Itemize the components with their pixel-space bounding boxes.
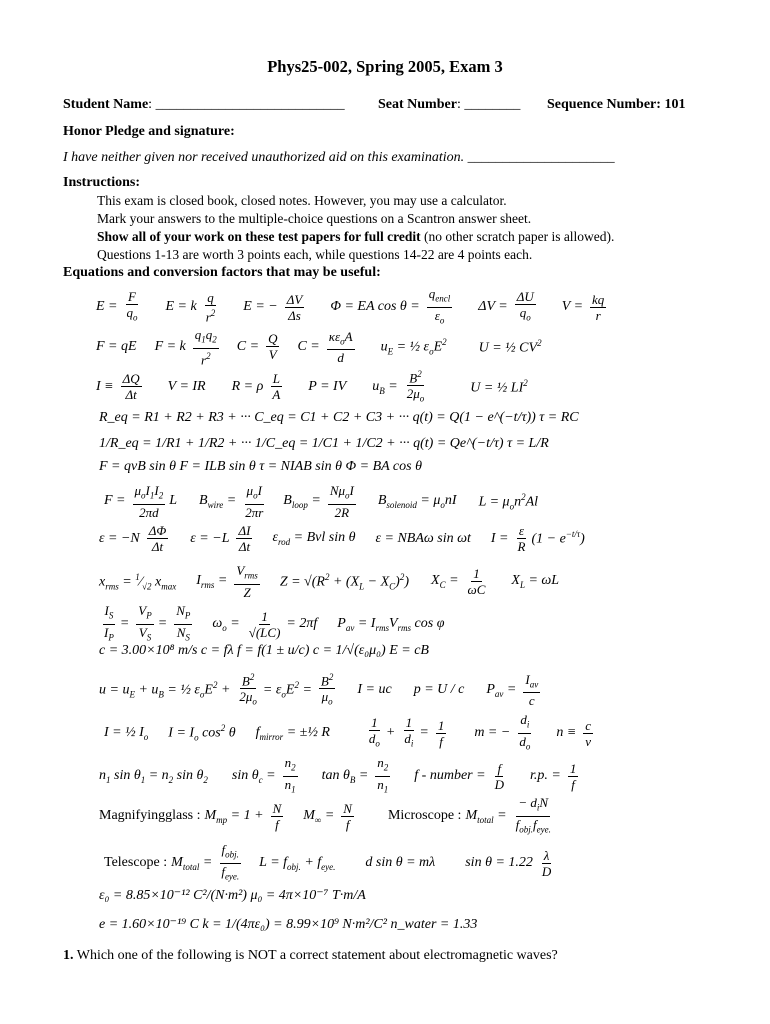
equation-row-4: R_eq = R1 + R2 + R3 + ··· C_eq = C1 + C2 + C3 + ··· q(t) = Q(1 − e^(−t/τ)) τ = RC <box>99 410 579 425</box>
equation-row-5: 1/R_eq = 1/R1 + 1/R2 + ··· 1/C_eq = 1/C1 + 1/C2 + ··· q(t) = Qe^(−t/τ) τ = L/R <box>99 436 549 451</box>
honor-pledge-row <box>63 150 615 166</box>
question-1 <box>63 948 558 964</box>
equation-row-10: $\frac{I_S}{I_P}$ = $\frac{V_P}{V_S}$ = $\frac{N_P}{N_S}$ $\omega_o$ = $\frac{1}{√(LC)}$ = 2πf $P_{av} = I_{rms}V_{rms}$ cos φ <box>104 603 445 643</box>
instruction-line-4: Questions 1-13 are worth 3 points each, while questions 14-22 are 4 points each. <box>97 247 533 262</box>
student-name-blank[interactable]: ___________________________ <box>155 97 345 112</box>
equation-row-8: ε = −N $\frac{\Delta\Phi}{\Delta t}$ ε = −L $\frac{\Delta I}{\Delta t}$ $\varepsilon_{rod}$ = Bvl sin θ ε = NBAω sin ωt I = $\frac{\varepsilon}{R}$ $(1 - e^{-t/\tau})$ <box>99 523 585 554</box>
honor-statement: I have neither given nor received unauthorized aid on this examination. <box>63 150 465 165</box>
equation-row-11: c = 3.00×10⁸ m/s c = fλ f = f(1 ± u/c) c = 1/√(ε₀μ₀) E = cB <box>99 643 429 658</box>
equation-row-14: $n_1$ $\sin \theta_1 = n_2$ $\sin \theta_2$ $\sin \theta_c$ = $\frac{n_2}{n_1}$ $\tan \theta_B$ = $\frac{n_2}{n_1}$ f - number = $\frac{f}{D}$ r.p. = $\frac{1}{f}$ <box>99 755 577 795</box>
sequence-number-label: Sequence Number <box>547 97 657 112</box>
equation-row-16: Telescope : $M_{total}$ = $\frac{f_{obj.}}{f_{eye.}}$ $L = f_{obj.} + f_{eye.}$ d sin θ = mλ sin θ = 1.22 $\frac{\lambda}{D}$ <box>104 842 552 882</box>
question-1-text: Which one of the following is NOT a correct statement about electromagnetic waves? <box>76 948 558 963</box>
instructions-heading: Instructions: <box>63 175 141 190</box>
seat-number-row: Seat Number: ________ <box>378 97 521 112</box>
equation-row-7: F = $\frac{\mu_oI_1I_2}{2\pi d}$ L $B_{wire}$ = $\frac{\mu_oI}{2\pi r}$ $B_{loop}$ = $\frac{N\mu_oI}{2R}$ $B_{solenoid} = \mu_onI$ $L = \mu_on^2Al$ <box>104 483 539 520</box>
question-1-number: 1. <box>63 948 74 963</box>
instruction-line-2: Mark your answers to the multiple-choice questions on a Scantron answer sheet. <box>97 211 532 226</box>
equation-row-15: Magnifyingglass : $M_{mp} = 1$ + $\frac{N}{f}$ $M_\infty$ = $\frac{N}{f}$ Microscope : $M_{total}$ = $\frac{- d_iN}{f_{obj.}f_{eye.}}$ <box>99 795 551 835</box>
signature-blank[interactable]: _____________________ <box>467 150 615 165</box>
equation-row-2: F = qE F = k $\frac{q_1q_2}{r^2}$ C = $\frac{Q}{V}$ C = $\frac{\kappa\varepsilon_oA}{d}$ $u_E$ = ½ $\varepsilon_oE^2$ U = ½ $CV^2$ <box>96 327 542 367</box>
equation-row-13: I = ½ $I_o$ $I = I_o$ $\cos^2 \theta$ $f_{mirror}$ = ±½ R $\frac{1}{d_o}$ + $\frac{1}{d_i}$ = $\frac{1}{f}$ m = − $\frac{d_i}{d_o}$ n ≡ $\frac{c}{v}$ <box>104 712 592 752</box>
instruction-line-1: This exam is closed book, closed notes. However, you may use a calculator. <box>97 193 507 208</box>
equation-row-3: I ≡ $\frac{\Delta Q}{\Delta t}$ V = IR R = ρ $\frac{L}{A}$ P = IV $u_B$ = $\frac{B^2}{2\mu_o}$ U = ½ $LI^2$ <box>96 369 528 404</box>
telescope-label: Telescope : <box>104 855 168 871</box>
f-number-label: f - number = <box>414 768 486 784</box>
sequence-number-row: Sequence Number: 101 <box>547 97 686 112</box>
seat-number-label: Seat Number <box>378 97 457 112</box>
equations-heading: Equations and conversion factors that may be useful: <box>63 265 381 280</box>
honor-pledge-heading: Honor Pledge and signature: <box>63 124 235 139</box>
seat-number-blank[interactable]: ________ <box>464 97 521 112</box>
equation-row-9: $x_{rms}$ = $^1⁄_{√2}$ $x_{max}$ $I_{rms}$ = $\frac{V_{rms}}{Z}$ $Z = √(R^2 + (X_L - X_C)^2)$ $X_C$ = $\frac{1}{\omega C}$ $X_L = \omega L$ <box>99 563 560 600</box>
student-name-label: Student Name <box>63 97 149 112</box>
exam-title: Phys25-002, Spring 2005, Exam 3 <box>267 57 503 76</box>
equation-row-17: ε₀ = 8.85×10⁻¹² C²/(N·m²) μ₀ = 4π×10⁻⁷ T·m/A <box>99 888 366 903</box>
equation-row-18: e = 1.60×10⁻¹⁹ C k = 1/(4πε₀) = 8.99×10⁹ N·m²/C² n_water = 1.33 <box>99 917 478 932</box>
magnifying-glass-label: Magnifyingglass : <box>99 808 201 824</box>
sequence-number-value: 101 <box>664 97 686 112</box>
equation-row-1: E = $\frac{F}{q_o}$ E = k $\frac{q}{r^2}$ E = − $\frac{\Delta V}{\Delta s}$ Φ = EA cos θ = $\frac{q_{encl}}{\varepsilon_o}$ ΔV = $\frac{\Delta U}{q_o}$ V = $\frac{kq}{r}$ <box>96 286 605 326</box>
instruction-line-3-rest: (no other scratch paper is allowed). <box>420 229 615 244</box>
equation-row-12: $u = u_E + u_B$ = ½ $\varepsilon_oE^2$ + $\frac{B^2}{2\mu_o}$ = $\varepsilon_oE^2$ = $\frac{B^2}{\mu_o}$ I = uc p = U / c $P_{av}$ = $\frac{I_{av}}{c}$ <box>99 671 539 709</box>
equation-row-6: F = qvB sin θ F = ILB sin θ τ = NIAB sin θ Φ = BA cos θ <box>99 459 422 474</box>
instruction-line-3-bold: Show all of your work on these test papers for full credit <box>97 229 421 244</box>
microscope-label: Microscope : <box>387 808 462 824</box>
student-name-row: Student Name: ___________________________ <box>63 97 345 112</box>
instruction-line-3 <box>97 229 614 245</box>
